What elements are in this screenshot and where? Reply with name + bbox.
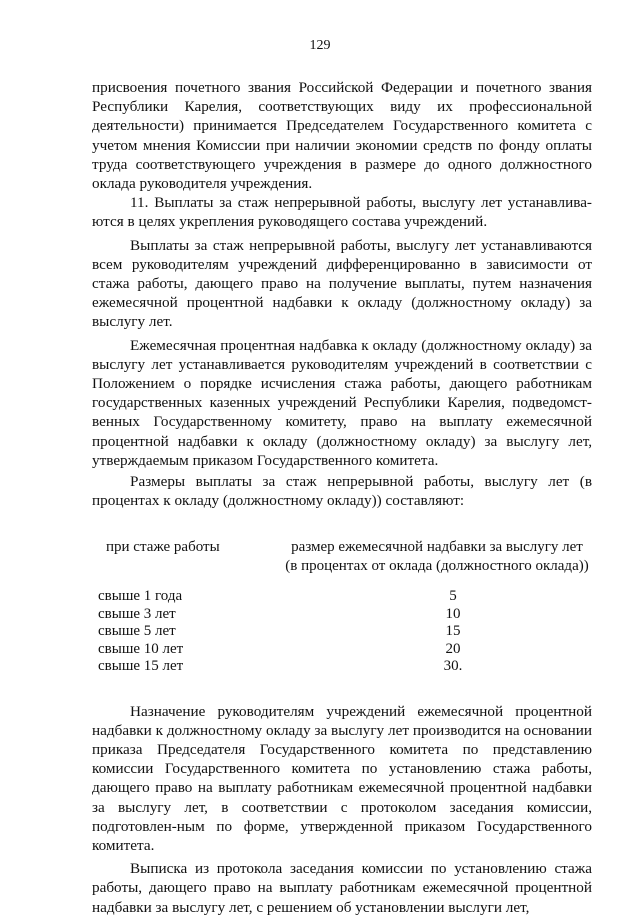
seniority-table-header — [92, 538, 592, 576]
row-seniority: свыше 15 лет — [98, 658, 184, 675]
paragraph-payment-sizes: Размеры выплаты за стаж непрерывной работы, выслугу лет (в процентах к окладу (должностному окладу)) составляют: — [92, 473, 592, 510]
row-percent: 5 — [449, 588, 457, 605]
table-row — [92, 641, 592, 658]
table-row — [92, 588, 592, 605]
paragraph-payments-differentiated: Выплаты за стаж непрерывной работы, выслугу лет устанавливаются всем руководителям учреждений дифференцированно в зависимости от стажа работы, дающего право на получение выплаты, путем назначения ежемесячной процентной надбавки к окладу (должностному окладу) за выслугу лет. — [92, 236, 592, 331]
page-number: 129 — [309, 38, 331, 53]
row-seniority: свыше 10 лет — [98, 640, 184, 657]
row-percent: 20 — [445, 640, 461, 657]
paragraph-clause-11: 11. Выплаты за стаж непрерывной работы, выслугу лет устанавлива-ются в целях укрепления руководящего состава учреждений. — [92, 194, 592, 231]
table-row — [92, 623, 592, 640]
row-percent: 30. — [443, 658, 463, 675]
seniority-table — [92, 588, 592, 675]
row-seniority: свыше 5 лет — [98, 623, 176, 640]
paragraph-monthly-bonus: Ежемесячная процентная надбавка к окладу (должностному окладу) за выслугу лет устанавливается руководителям учреждений в соответствии с Положением о порядке исчисления стажа работы, дающего работникам государственных казенных учреждений Республики Карелия, подведомст-венных Государственному комитету, право на выплату ежемесячной процентной надбавки к окладу (должностному окладу) за выслугу лет, утверждаемым приказом Государственного комитета. — [92, 336, 592, 469]
paragraph-appointment: Назначение руководителям учреждений ежемесячной процентной надбавки к должностному окладу за выслугу лет производится на основании приказа Председателя Государственного комитета по представлению комиссии Государственного комитета по установлению стажа работы, дающего право на выплату работникам ежемесячной процентной надбавки за выслугу лет, в соответствии с протоколом заседания комиссии, подготовлен-ным по форме, утвержденной приказом Государственного комитета. — [92, 702, 592, 854]
paragraph-continuation: присвоения почетного звания Российской Федерации и почетного звания Республики Карелия, соответствующих виду их профессиональной деятельности) принимается Председателем Государственного комитета с учетом мнения Комиссии при наличии экономии средств по фонду оплаты труда соответствующего учреждения в размере до одного должностного оклада руководителя учреждения. — [92, 79, 592, 193]
row-percent: 15 — [445, 623, 461, 640]
document-body — [92, 78, 592, 917]
paragraph-protocol-extract: Выписка из протокола заседания комиссии по установлению стажа работы, дающего право на выплату работникам ежемесячной процентной надбавки за выслугу лет, с решением об установлении выслуги лет, — [92, 860, 592, 916]
row-seniority: свыше 1 года — [98, 588, 183, 605]
header-bonus-size — [282, 538, 592, 576]
table-row — [92, 606, 592, 623]
row-seniority: свыше 3 лет — [98, 605, 176, 622]
row-percent: 10 — [445, 605, 461, 622]
header-seniority: при стаже работы — [106, 539, 220, 556]
table-row — [92, 658, 592, 675]
header-bonus-size-line1: размер ежемесячной надбавки за выслугу лет — [291, 539, 583, 556]
header-bonus-size-line2: (в процентах от оклада (должностного оклада)) — [285, 558, 589, 575]
